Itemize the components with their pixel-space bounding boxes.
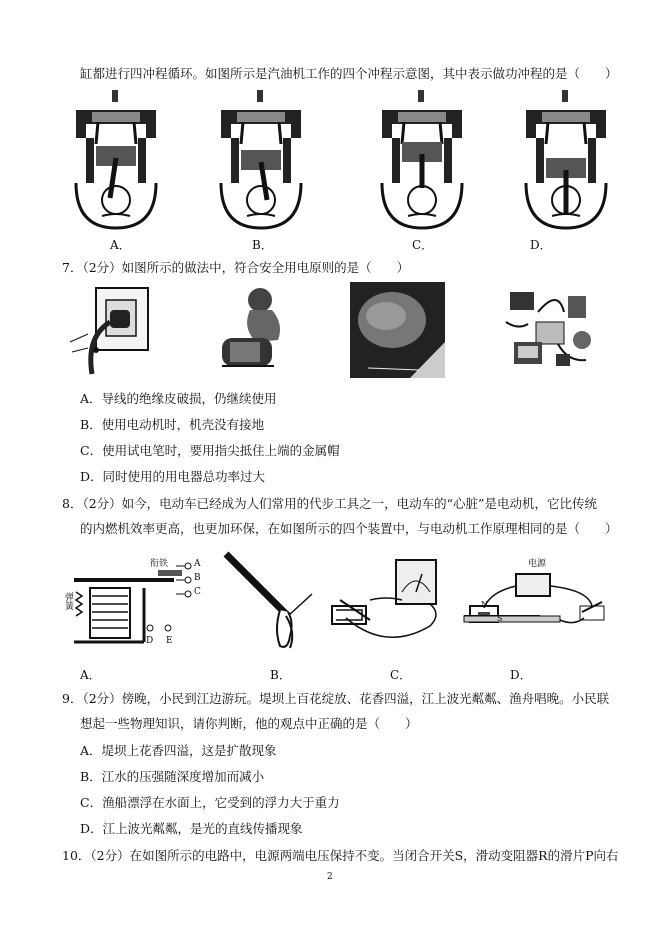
q8-option-c: C．: [390, 668, 412, 682]
relay-figure: [64, 552, 212, 652]
q8-stem-line2: 的内燃机效率更高，也更加环保，在如图所示的四个装置中，与电动机工作原理相同的是（ ）: [80, 521, 618, 536]
overloaded-socket-figure: [498, 282, 602, 378]
q8-stem-line1: 8．（2分）如今，电动车已经成为人们常用的代步工具之一，电动车的“心脏”是电动机，它比传统: [62, 496, 597, 511]
q8-option-a: A．: [80, 668, 101, 682]
q8-fig-d-power-label: 电源: [528, 559, 547, 569]
q7-choice-c: C．使用试电笔时，要用指尖抵住上端的金属帽: [80, 443, 340, 458]
q9-stem-line2: 想起一些物理知识，请你判断，他的观点中正确的是（ ）: [80, 716, 418, 731]
q6-option-a: A．: [110, 238, 131, 252]
q8-fig-a-spring-label: 弹簧: [63, 592, 73, 610]
motor-no-ground-figure: [212, 284, 292, 376]
page-number: 2: [327, 872, 333, 882]
q9-choice-b: B．江水的压强随深度增加而减小: [80, 769, 265, 784]
q6-option-c: C．: [412, 238, 434, 252]
test-pen-figure: [350, 282, 445, 378]
q7-choice-d: D．同时使用的用电器总功率过大: [80, 469, 266, 484]
q9-choice-c: C．渔船漂浮在水面上，它受到的浮力大于重力: [80, 795, 340, 810]
damaged-wire-plug-figure: [66, 282, 156, 377]
q8-fig-a-armature-label: 衔铁: [150, 559, 169, 569]
q8-fig-a-label-b: B: [194, 573, 201, 583]
q6-option-d: D．: [530, 238, 552, 252]
q8-option-b: B．: [270, 668, 291, 682]
q7-choice-b: B．使用电动机时，机壳没有接地: [80, 417, 265, 432]
q7-stem: 7．（2分）如图所示的做法中，符合安全用电原则的是（ ）: [62, 260, 410, 275]
q9-stem-line1: 9．（2分）傍晚，小民到江边游玩。堤坝上百花绽放、花香四溢，江上波光粼粼、渔舟唱晚。小民联: [62, 691, 610, 706]
q8-fig-d-n-label: N: [481, 600, 488, 609]
q8-fig-a-label-e: E: [166, 636, 173, 646]
engine-stroke-d-figure: [516, 88, 616, 233]
galvanometer-circuit-figure: [326, 556, 444, 652]
engine-stroke-b-figure: [211, 88, 311, 233]
engine-stroke-c-figure: [372, 88, 472, 233]
q7-choice-a: A．导线的绝缘皮破损，仍继续使用: [80, 391, 277, 406]
q8-fig-a-label-c: C: [194, 587, 201, 597]
magnet-attracting-figure: [218, 550, 318, 652]
q8-fig-d-s-label: S: [497, 614, 503, 623]
engine-stroke-a-figure: [66, 88, 166, 233]
q8-fig-a-label-a: A: [194, 559, 201, 569]
q6-stem-tail: 缸都进行四冲程循环。如图所示是汽油机工作的四个冲程示意图，其中表示做功冲程的是（ ）: [80, 66, 618, 81]
q9-choice-d: D．江上波光粼粼，是光的直线传播现象: [80, 821, 303, 836]
q10-stem-line1: 10．（2分）在如图所示的电路中，电源两端电压保持不变。当闭合开关S，滑动变阻器R的滑片P向右: [62, 848, 619, 863]
q9-choice-a: A．堤坝上花香四溢，这是扩散现象: [80, 743, 277, 758]
q8-fig-a-label-d: D: [146, 636, 154, 646]
q8-option-d: D．: [510, 668, 532, 682]
q6-option-b: B．: [252, 238, 273, 252]
